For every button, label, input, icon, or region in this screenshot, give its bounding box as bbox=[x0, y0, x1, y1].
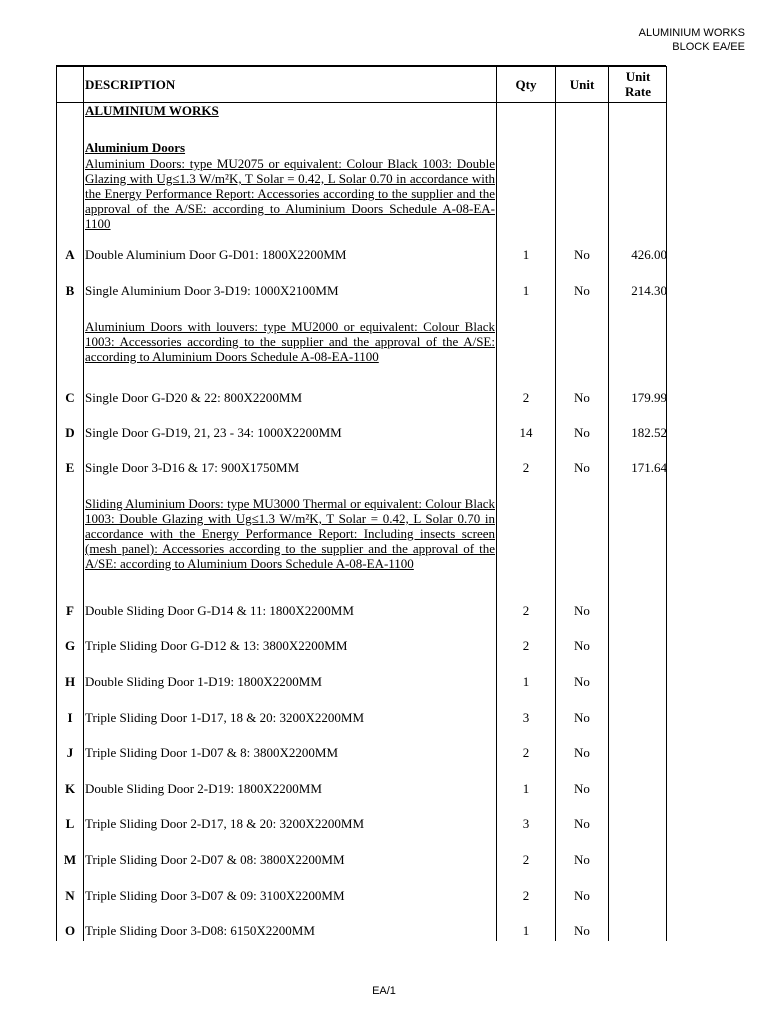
table-top-border bbox=[56, 65, 666, 67]
item-unit: No bbox=[574, 283, 590, 298]
item-rate: 182.52 bbox=[631, 425, 667, 440]
subsection-title: Aluminium Doors bbox=[85, 140, 186, 155]
col-border-letter bbox=[83, 66, 84, 941]
item-letter: K bbox=[64, 781, 76, 796]
col-border-right bbox=[666, 66, 667, 941]
item-qty: 1 bbox=[522, 247, 530, 262]
item-qty: 1 bbox=[522, 674, 530, 689]
item-unit: No bbox=[574, 816, 590, 831]
item-description: Single Door 3-D16 & 17: 900X1750MM bbox=[85, 460, 300, 475]
item-rate: 179.99 bbox=[631, 390, 667, 405]
item-qty: 2 bbox=[522, 745, 530, 760]
item-qty: 2 bbox=[522, 888, 530, 903]
item-description: Triple Sliding Door 3-D08: 6150X2200MM bbox=[85, 923, 315, 938]
item-letter: I bbox=[67, 710, 73, 725]
item-letter: B bbox=[65, 283, 75, 298]
item-description: Double Sliding Door 1-D19: 1800X2200MM bbox=[85, 674, 322, 689]
item-letter: C bbox=[65, 390, 75, 405]
item-letter: E bbox=[65, 460, 75, 475]
item-letter: N bbox=[65, 888, 75, 903]
spec-paragraph-louvers: Aluminium Doors with louvers: type MU2000 or equivalent: Colour Black 1003: Accessories according to the supplier and the approval of the A/SE: according to Aluminium Doors Schedule A-08-EA-1100 bbox=[85, 319, 495, 364]
item-description: Triple Sliding Door 1-D07 & 8: 3800X2200MM bbox=[85, 745, 339, 760]
item-rate: 171.64 bbox=[631, 460, 667, 475]
item-description: Single Door G-D20 & 22: 800X2200MM bbox=[85, 390, 303, 405]
item-description: Single Aluminium Door 3-D19: 1000X2100MM bbox=[85, 283, 339, 298]
item-description: Double Aluminium Door G-D01: 1800X2200MM bbox=[85, 247, 347, 262]
item-unit: No bbox=[574, 390, 590, 405]
item-description: Double Sliding Door 2-D19: 1800X2200MM bbox=[85, 781, 322, 796]
item-letter: D bbox=[65, 425, 75, 440]
item-unit: No bbox=[574, 745, 590, 760]
section-title: ALUMINIUM WORKS bbox=[85, 103, 219, 118]
item-qty: 3 bbox=[522, 816, 530, 831]
spec-paragraph-sliding: Sliding Aluminium Doors: type MU3000 Thermal or equivalent: Colour Black 1003: Double Glazing with Ug≤1.3 W/m²K, T Solar = 0.42, L Solar 0.70 in accordance with the Energy Performance Report: Including insects screen (mesh panel): Accessories according to the supplier and the approval of the A/SE: according to Aluminium Doors Schedule A-08-EA-1100 bbox=[85, 496, 495, 571]
col-border-qty bbox=[555, 66, 556, 941]
col-border-desc bbox=[496, 66, 497, 941]
item-letter: H bbox=[64, 674, 76, 689]
item-unit: No bbox=[574, 460, 590, 475]
item-rate: 426.00 bbox=[631, 247, 667, 262]
col-border-unit bbox=[608, 66, 609, 941]
item-unit: No bbox=[574, 852, 590, 867]
item-unit: No bbox=[574, 781, 590, 796]
item-qty: 2 bbox=[522, 638, 530, 653]
item-unit: No bbox=[574, 923, 590, 938]
item-letter: A bbox=[65, 247, 75, 262]
col-header-description: DESCRIPTION bbox=[85, 77, 176, 92]
item-letter: J bbox=[66, 745, 74, 760]
item-description: Triple Sliding Door 2-D07 & 08: 3800X2200MM bbox=[85, 852, 345, 867]
item-description: Single Door G-D19, 21, 23 - 34: 1000X2200MM bbox=[85, 425, 342, 440]
item-letter: L bbox=[65, 816, 75, 831]
item-qty: 2 bbox=[522, 460, 530, 475]
page-header bbox=[639, 26, 745, 54]
item-unit: No bbox=[574, 603, 590, 618]
item-description: Triple Sliding Door 1-D17, 18 & 20: 3200X2200MM bbox=[85, 710, 365, 725]
item-qty: 1 bbox=[522, 283, 530, 298]
item-unit: No bbox=[574, 674, 590, 689]
item-qty: 1 bbox=[522, 923, 530, 938]
item-unit: No bbox=[574, 710, 590, 725]
item-unit: No bbox=[574, 247, 590, 262]
item-qty: 14 bbox=[519, 425, 533, 440]
item-letter: G bbox=[64, 638, 76, 653]
col-border-left bbox=[56, 66, 57, 941]
col-header-rate-2: Rate bbox=[625, 84, 651, 99]
col-header-qty: Qty bbox=[515, 77, 537, 92]
item-unit: No bbox=[574, 425, 590, 440]
header-line-1: ALUMINIUM WORKS bbox=[638, 27, 745, 39]
item-qty: 2 bbox=[522, 852, 530, 867]
item-qty: 3 bbox=[522, 710, 530, 725]
item-description: Double Sliding Door G-D14 & 11: 1800X2200MM bbox=[85, 603, 354, 618]
header-line-2: BLOCK EA/EE bbox=[672, 41, 745, 53]
item-unit: No bbox=[574, 638, 590, 653]
item-letter: O bbox=[64, 923, 76, 938]
item-letter: M bbox=[63, 852, 77, 867]
item-unit: No bbox=[574, 888, 590, 903]
col-header-rate-1: Unit bbox=[625, 69, 651, 84]
item-letter: F bbox=[66, 603, 74, 618]
spec-paragraph-doors: Aluminium Doors: type MU2075 or equivalent: Colour Black 1003: Double Glazing with Ug≤1.3 W/m²K, T Solar = 0.42, L Solar 0.70 in accordance with the Energy Performance Report: Accessories according to the supplier and the approval of the A/SE: according to Aluminium Doors Schedule A-08-EA-1100 bbox=[85, 156, 495, 231]
page-number: EA/1 bbox=[372, 985, 396, 997]
item-rate: 214.30 bbox=[631, 283, 667, 298]
item-description: Triple Sliding Door 3-D07 & 09: 3100X2200MM bbox=[85, 888, 345, 903]
item-qty: 2 bbox=[522, 603, 530, 618]
item-qty: 2 bbox=[522, 390, 530, 405]
col-header-unit: Unit bbox=[569, 77, 595, 92]
item-qty: 1 bbox=[522, 781, 530, 796]
item-description: Triple Sliding Door 2-D17, 18 & 20: 3200X2200MM bbox=[85, 816, 365, 831]
item-description: Triple Sliding Door G-D12 & 13: 3800X2200MM bbox=[85, 638, 348, 653]
